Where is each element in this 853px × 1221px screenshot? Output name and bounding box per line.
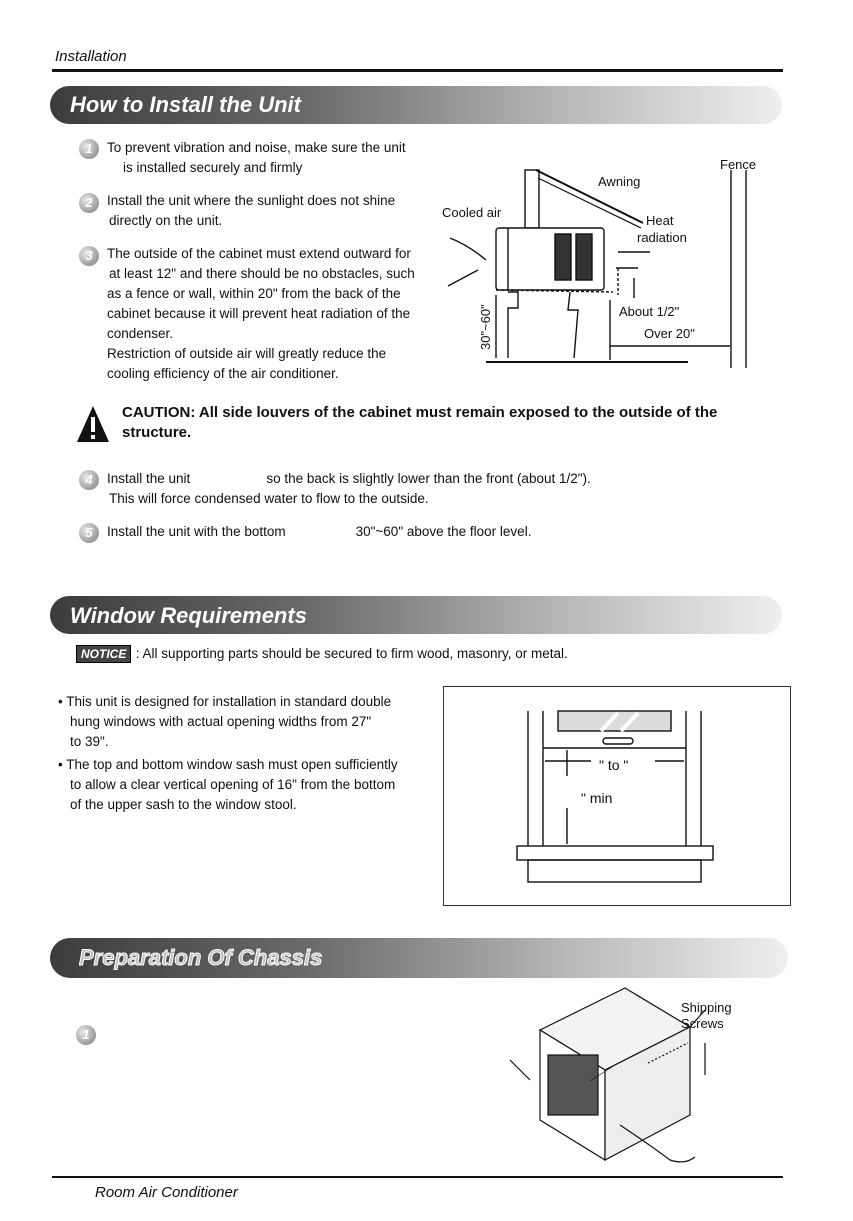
cooled-air-arrow bbox=[450, 238, 486, 260]
wall-top bbox=[525, 170, 539, 228]
unit-louver-right bbox=[576, 234, 592, 280]
step-1-text: To prevent vibration and noise, make sure the unit is installed securely and firmly bbox=[107, 140, 406, 175]
section-title-install: How to Install the Unit bbox=[70, 92, 301, 117]
footer-rule bbox=[52, 1176, 783, 1178]
window-apron bbox=[528, 860, 701, 882]
label-shipping: Shipping bbox=[681, 1000, 732, 1015]
step-number-3: 3 bbox=[79, 246, 99, 266]
label-cooled-air: Cooled air bbox=[442, 205, 502, 220]
min-label: " min bbox=[581, 790, 613, 806]
section-title-chassis: Preparation Of Chassis bbox=[79, 945, 323, 970]
wall-bottom bbox=[508, 292, 578, 358]
step-number-4: 4 bbox=[79, 470, 99, 490]
label-fence: Fence bbox=[720, 157, 757, 172]
section-header: Installation bbox=[55, 48, 127, 65]
step-3-text: The outside of the cabinet must extend outward for at least 12" and there should be no obstacles, such as a fence or wall, within 20" from the back of the cabinet because it will prevent heat radiation of the condenser. Restriction of outside air will greatly reduce the cooling efficiency of the air conditioner. bbox=[107, 246, 415, 381]
notice-line bbox=[76, 644, 568, 664]
step-number-1: 1 bbox=[79, 139, 99, 159]
width-label: " to " bbox=[599, 757, 629, 773]
chassis-diagram bbox=[500, 985, 770, 1170]
chassis-grille bbox=[548, 1055, 598, 1115]
sash-lock bbox=[603, 738, 633, 744]
window-diagram bbox=[443, 686, 789, 904]
header-rule bbox=[52, 69, 783, 72]
step-2-text: Install the unit where the sunlight does not shine directly on the unit. bbox=[107, 193, 396, 228]
notice-text: : All supporting parts should be secured to firm wood, masonry, or metal. bbox=[135, 646, 568, 661]
window-bullet-2: • The top and bottom window sash must open sufficiently to allow a clear vertical opening of 16" from the bottom of the upper sash to the window stool. bbox=[58, 757, 398, 812]
label-radiation: radiation bbox=[637, 230, 687, 245]
chassis-step-number-1: 1 bbox=[76, 1025, 96, 1045]
section-title-window: Window Requirements bbox=[70, 603, 307, 628]
label-over: Over 20" bbox=[644, 326, 695, 341]
caution-text: CAUTION: All side louvers of the cabinet must remain exposed to the outside of the structure. bbox=[122, 404, 718, 441]
unit-louver-left bbox=[555, 234, 571, 280]
step-number-2: 2 bbox=[79, 193, 99, 213]
step-number-5: 5 bbox=[79, 523, 99, 543]
label-heat: Heat bbox=[646, 213, 674, 228]
installation-diagram bbox=[438, 150, 783, 380]
footer-title: Room Air Conditioner bbox=[95, 1184, 238, 1201]
step-5-text: Install the unit with the bottom 30"~60" above the floor level. bbox=[107, 524, 532, 539]
label-screws: Screws bbox=[681, 1016, 724, 1031]
window-stool bbox=[517, 846, 713, 860]
caution-icon bbox=[76, 404, 110, 444]
label-about: About 1/2" bbox=[619, 304, 680, 319]
notice-badge: NOTICE bbox=[76, 645, 131, 663]
label-awning: Awning bbox=[598, 174, 641, 189]
step-4-text: Install the unit so the back is slightly lower than the front (about 1/2"). This will force condensed water to flow to the outside. bbox=[107, 471, 591, 506]
window-bullet-1: • This unit is designed for installation in standard double hung windows with actual opening widths from 27" to 39". bbox=[58, 694, 392, 749]
label-height: 30"~60" bbox=[478, 304, 493, 350]
